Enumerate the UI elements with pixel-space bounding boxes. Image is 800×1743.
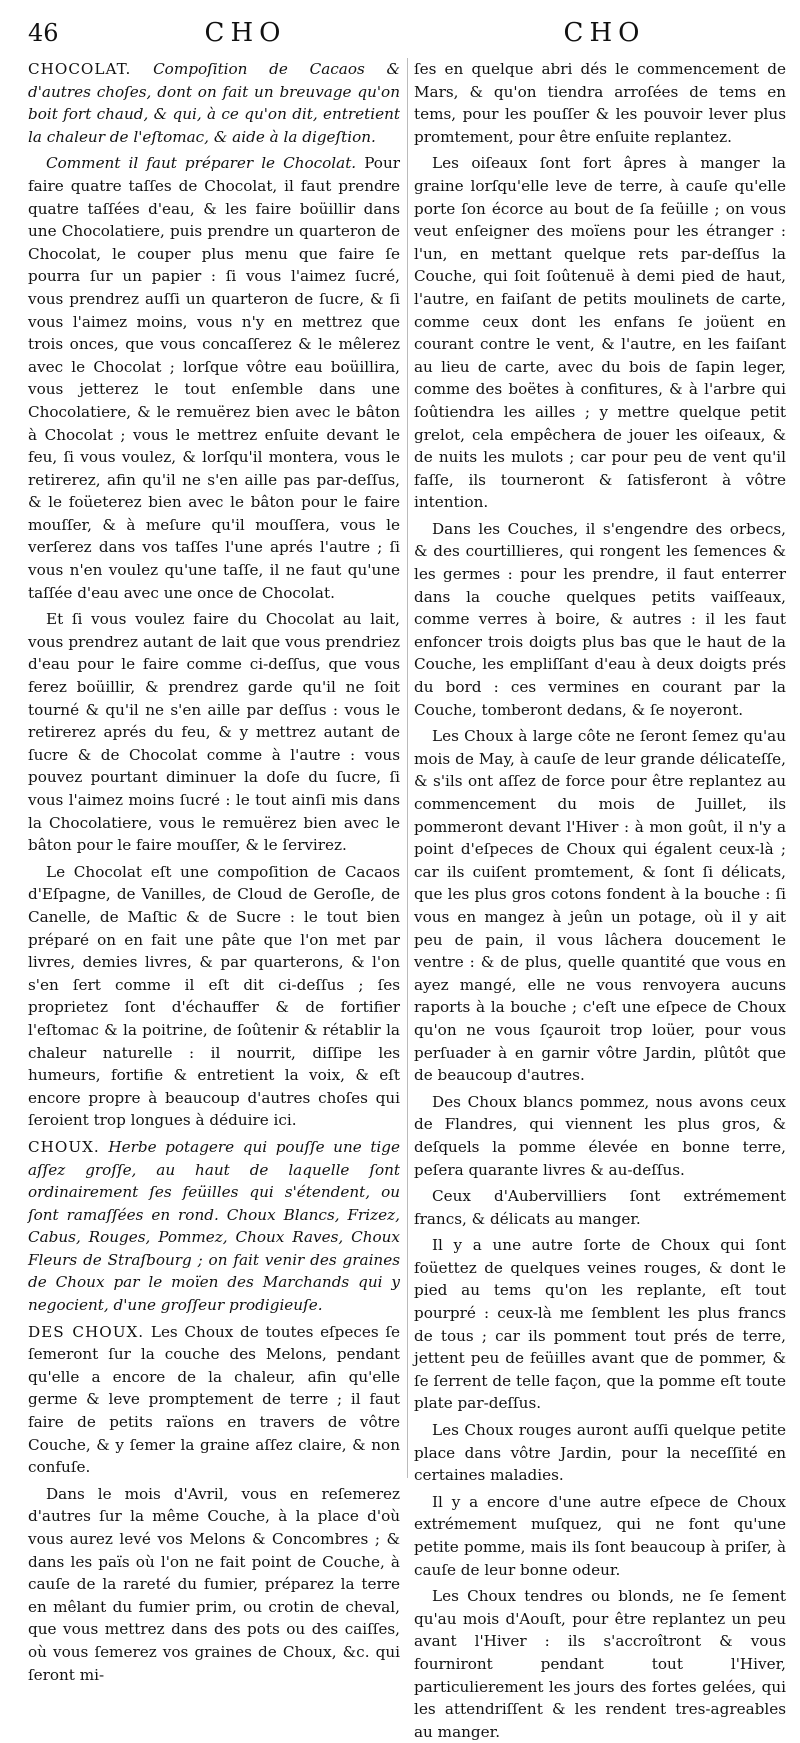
paragraph-large-cote: Les Choux à large côte ne ſeront ſemez qu'au mois de May, à cauſe de leur grande délicateſſe, & s'ils ont aſſez de force pour être replantez au commencement du mois de Juillet, ils pommeront devant l'Hiver : à mon goût, il n'y a point d'eſpeces de Choux qui égalent ceux-là ; car ils cuiſent promtement, & ſont ſi délicats, que les plus gros cotons fondent à la bouche : ſi vous en mangez à jeûn un potage, où il y ait peu de pain, il vous lâchera doucement le ventre : & de plus, quelle quantité que vous en ayez mangé, elle ne vous renvoyera aucuns raports à la bouche ; c'eſt une eſpece de Choux qu'on ne vous ſçauroit trop loüer, pour vous perſuader à en garnir vôtre Jardin, plûtôt que de beaucoup d'autres. <box>414 727 786 1085</box>
paragraph-composition: Le Chocolat eſt une compoſition de Cacaos d'Eſpagne, de Vanilles, de Cloud de Geroſle, de Canelle, de Maſtic & de Sucre : le tout bien préparé on en fait une pâte que l'on met par livres, demies livres, & par quarterons, & l'on s'en ſert comme il eſt dit ci-deſſus ; ſes proprietez ſont d'échauffer & de fortifier l'eſtomac & la poitrine, de ſoûtenir & rétablir la chaleur naturelle : il nourrit, diſſipe les humeurs, fortifie & entretient la voix, & eſt encore propre à beaucoup d'autres choſes qui ſeroient trop longues à déduire ici. <box>28 862 400 1130</box>
text-des-choux: Les Choux de toutes eſpeces ſe ſemeront ſur la couche des Melons, pendant qu'elle a encore de la chaleur, afin qu'elle germe & leve promptement de terre ; il faut faire de petits raïons en travers de vôtre Couche, & y ſemer la graine aſſez claire, & non confuſe. <box>28 1322 400 1477</box>
header-left-word: CHO <box>204 18 287 48</box>
paragraph-avril: Dans le mois d'Avril, vous en reſemerez d'autres ſur la même Couche, à la place d'où vous aurez levé vos Melons & Concombres ; & dans les païs où l'on ne fait point de Couche, à cauſe de la rareté du fumier, préparez la terre en mêlant du fumier prim, ou crotin de cheval, que vous mettrez dans des pots ou des caiſſes, où vous ſemerez vos graines de Choux, &c. qui ſeront mi- <box>28 1484 400 1684</box>
paragraph-choux-rouges: Les Choux rouges auront auſſi quelque petite place dans vôtre Jardin, pour la neceſſité en certaines maladies. <box>414 1421 786 1485</box>
paragraph-muſquez: Il y a encore d'une autre eſpece de Choux extrémement muſquez, qui ne font qu'une petite pomme, mais ils ſont beaucoup à priſer, à cauſe de leur bonne odeur. <box>414 1492 786 1579</box>
entry-chocolat <box>28 58 400 148</box>
headword-choux: CHOUX. <box>28 1137 100 1156</box>
text-columns <box>28 58 786 1741</box>
column-divider <box>407 58 408 1478</box>
left-column <box>28 58 401 1684</box>
paragraph-aubervilliers: Ceux d'Aubervilliers ſont extrémement francs, & délicats au manger. <box>414 1187 786 1228</box>
entry-des-choux <box>28 1321 400 1479</box>
headword-des-choux: DES CHOUX. <box>28 1322 145 1341</box>
paragraph-chocolat-lait: Et ſi vous voulez faire du Chocolat au lait, vous prendrez autant de lait que vous prendriez d'eau pour le faire comme ci-deſſus, que vous ferez boüillir, & prendrez garde qu'il ne ſoit tourné & qu'il ne s'en aille par deſſus : vous le retirerez aprés du feu, & y mettrez autant de ſucre & de Chocolat comme à l'autre : vous pouvez pourtant diminuer la doſe du ſucre, ſi vous l'aimez moins ſucré : le tout ainſi mis dans la Chocolatiere, vous le remuërez bien avec le bâton pour le faire mouſſer, & le ſervirez. <box>28 610 400 855</box>
entry-choux <box>28 1136 400 1317</box>
paragraph-tendres: Les Choux tendres ou blonds, ne ſe ſement qu'au mois d'Aouſt, pour être replantez un peu avant l'Hiver : ils s'accroîtront & vous fourniront pendant tout l'Hiver, particulierement les jours des fortes gelées, qui les attendriſſent & les rendent tres-agreables au manger. <box>414 1587 786 1741</box>
paragraph-preparation <box>28 152 400 604</box>
headword-chocolat: CHOCOLAT. <box>28 60 132 78</box>
header-right-word: CHO <box>563 18 646 48</box>
paragraph-couches: Dans les Couches, il s'engendre des orbecs, & des courtillieres, qui rongent les ſemences & les germes : pour les prendre, il faut enterrer dans la couche quelques petits vaiſſeaux, comme verres à boire, & autres : il les faut enfoncer trois doigts plus bas que le haut de la Couche, les empliſſant d'eau à deux doigts prés du bord : ces vermines en courant par la Couche, tomberont dedans, & ſe noyeront. <box>414 519 786 719</box>
right-column <box>414 58 786 1741</box>
paragraph-blancs-pommez: Des Choux blancs pommez, nous avons ceux de Flandres, qui viennent les plus gros, & deſquels la pomme élevée en bonne terre, peſera quarante livres & au-deſſus. <box>414 1092 786 1179</box>
text-preparation: Pour faire quatre taſſes de Chocolat, il faut prendre quatre taſſées d'eau, & les faire boüillir dans une Chocolatiere, puis prendre un quarteron de Chocolat, le couper plus menu que faire ſe pourra ſur un papier : ſi vous l'aimez ſucré, vous prendrez auſſi un quarteron de ſucre, & ſi vous l'aimez moins, vous n'y en mettrez que trois onces, que vous concaſſerez & le mêlerez avec le Chocolat ; lorſque vôtre eau boüillira, vous jetterez le tout enſemble dans une Chocolatiere, & le remuërez bien avec le bâton à Chocolat ; vous le mettrez enſuite devant le feu, ſi vous voulez, & lorſqu'il montera, vous le retirerez, afin qu'il ne s'en aille pas par-deſſus, & le foüeterez bien avec le bâton pour le faire mouſſer, & à meſure qu'il mouſſera, vous le verſerez dans vos taſſes l'une aprés l'autre ; ſi vous n'en voulez qu'une taſſe, il ne faut qu'une taſſée d'eau avec une once de Chocolat. <box>28 154 400 602</box>
paragraph-veines-rouges: Il y a une autre ſorte de Choux qui ſont foüettez de quelques veines rouges, & dont le pied au tems qu'on les replante, eſt tout pourpré : ceux-là me ſemblent les plus francs de tous ; car ils pomment tout prés de terre, jettent peu de feüilles avant que de pommer, & ſe ſerrent de telle façon, que la pomme eſt toute plate par-deſſus. <box>414 1236 786 1413</box>
page-number: 46 <box>28 19 59 47</box>
subheading-preparation: Comment il faut préparer le Chocolat. <box>46 154 357 173</box>
definition-choux: Herbe potagere qui pouſſe une tige aſſez groſſe, au haut de laquelle ſont ordinairement ſes feüilles qui s'étendent, ou ſont ramaſſées en rond. Choux Blancs, Frizez, Cabus, Rouges, Pommez, Choux Raves, Choux Fleurs de Straſbourg ; on fait venir des graines de Choux par le moïen des Marchands qui y negocient, d'une groſſeur prodigieuſe. <box>28 1137 400 1315</box>
paragraph-oiseaux: Les oiſeaux ſont fort âpres à manger la graine lorſqu'elle leve de terre, à cauſe qu'elle porte ſon écorce au bout de ſa feüille ; on vous veut enſeigner des moïens pour les étranger : l'un, en mettant quelque rets par-deſſus la Couche, qui ſoit ſoûtenuë à demi pied de haut, l'autre, en faiſant de petits moulinets de carte, comme ceux dont les enfans ſe joüent en courant contre le vent, & l'autre, en les faiſant au lieu de carte, avec du bois de ſapin leger, comme des boëtes à confitures, & à l'arbre qui ſoûtiendra les ailles ; y mettre quelque petit grelot, cela empêchera de jouer les oiſeaux, & de nuits les mulots ; car pour peu de vent qu'il faſſe, ils tourneront & ſatisferont à vôtre intention. <box>414 154 786 512</box>
running-header <box>28 18 786 58</box>
paragraph-continuation: ſes en quelque abri dés le commencement de Mars, & qu'on tiendra arroſées de tems en tems, pour les pouſſer & les pouvoir lever plus promtement, pour être enſuite replantez. <box>414 60 786 146</box>
definition-chocolat: Compoſition de Cacaos & d'autres choſes, dont on fait un breuvage qu'on boit fort chaud, & qui, à ce qu'on dit, entretient la chaleur de l'eſtomac, & aide à la digeſtion. <box>28 60 401 146</box>
